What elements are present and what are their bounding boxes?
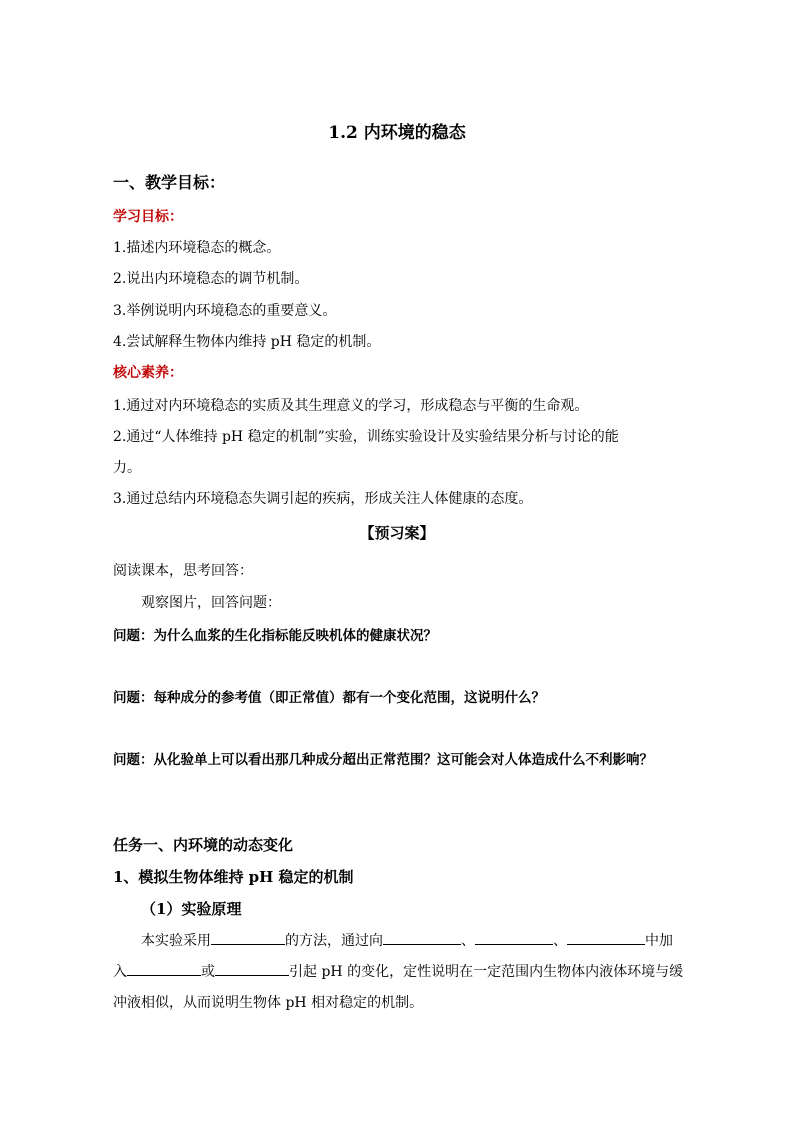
fill-in-paragraph-line3: 冲液相似，从而说明生物体 pH 相对稳定的机制。	[113, 995, 424, 1011]
paragraph-text: 引起 pH 的变化，定性说明在一定范围内生物体内液体环境与缓	[289, 964, 684, 980]
question-1: 问题：为什么血浆的生化指标能反映机体的健康状况？	[113, 628, 437, 644]
core-literacy-item: 2.通过“人体维持 pH 稳定的机制”实验，训练实验设计及实验结果分析与讨论的能	[113, 429, 619, 445]
paragraph-text: 、	[553, 933, 567, 949]
experiment-principle-heading: （1）实验原理	[141, 900, 242, 918]
paragraph-text: 或	[201, 964, 215, 980]
fill-in-paragraph-line1	[141, 930, 673, 950]
page-title: 1.2 内环境的稳态	[328, 123, 466, 143]
question-2: 问题：每种成分的参考值（即正常值）都有一个变化范围，这说明什么？	[113, 690, 545, 706]
learning-goal-item: 3.举例说明内环境稳态的重要意义。	[113, 303, 337, 319]
learning-goal-item: 1.描述内环境稳态的概念。	[113, 240, 281, 256]
paragraph-text: 本实验采用	[141, 933, 211, 949]
preview-sub-instruction: 观察图片，回答问题：	[141, 595, 281, 611]
fill-in-paragraph-line2	[113, 961, 683, 981]
task1-subheading: 1、模拟生物体维持 pH 稳定的机制	[113, 868, 354, 886]
paragraph-text: 的方法，通过向	[285, 933, 383, 949]
core-literacy-item: 1.通过对内环境稳态的实质及其生理意义的学习，形成稳态与平衡的生命观。	[113, 398, 589, 414]
answer-blank[interactable]	[211, 930, 285, 945]
answer-blank[interactable]	[127, 961, 201, 976]
core-literacy-item: 3.通过总结内环境稳态失调引起的疾病，形成关注人体健康的态度。	[113, 491, 533, 507]
section-heading-teaching-goals: 一、教学目标：	[113, 173, 226, 192]
preview-heading: 【预习案】	[359, 524, 435, 542]
answer-blank[interactable]	[215, 961, 289, 976]
paragraph-text: 入	[113, 964, 127, 980]
paragraph-text: 中加	[645, 933, 673, 949]
core-literacy-item-continued: 力。	[113, 460, 141, 476]
question-3: 问题：从化验单上可以看出那几种成分超出正常范围？这可能会对人体造成什么不利影响？	[113, 752, 653, 768]
answer-blank[interactable]	[475, 930, 553, 945]
learning-goals-label: 学习目标：	[113, 209, 183, 225]
task1-heading: 任务一、内环境的动态变化	[113, 836, 294, 854]
paragraph-text: 、	[461, 933, 475, 949]
core-literacy-label: 核心素养：	[113, 365, 183, 381]
learning-goal-item: 4.尝试解释生物体内维持 pH 稳定的机制。	[113, 334, 381, 350]
answer-blank[interactable]	[383, 930, 461, 945]
answer-blank[interactable]	[567, 930, 645, 945]
learning-goal-item: 2.说出内环境稳态的调节机制。	[113, 271, 309, 287]
preview-intro: 阅读课本，思考回答：	[113, 563, 253, 579]
